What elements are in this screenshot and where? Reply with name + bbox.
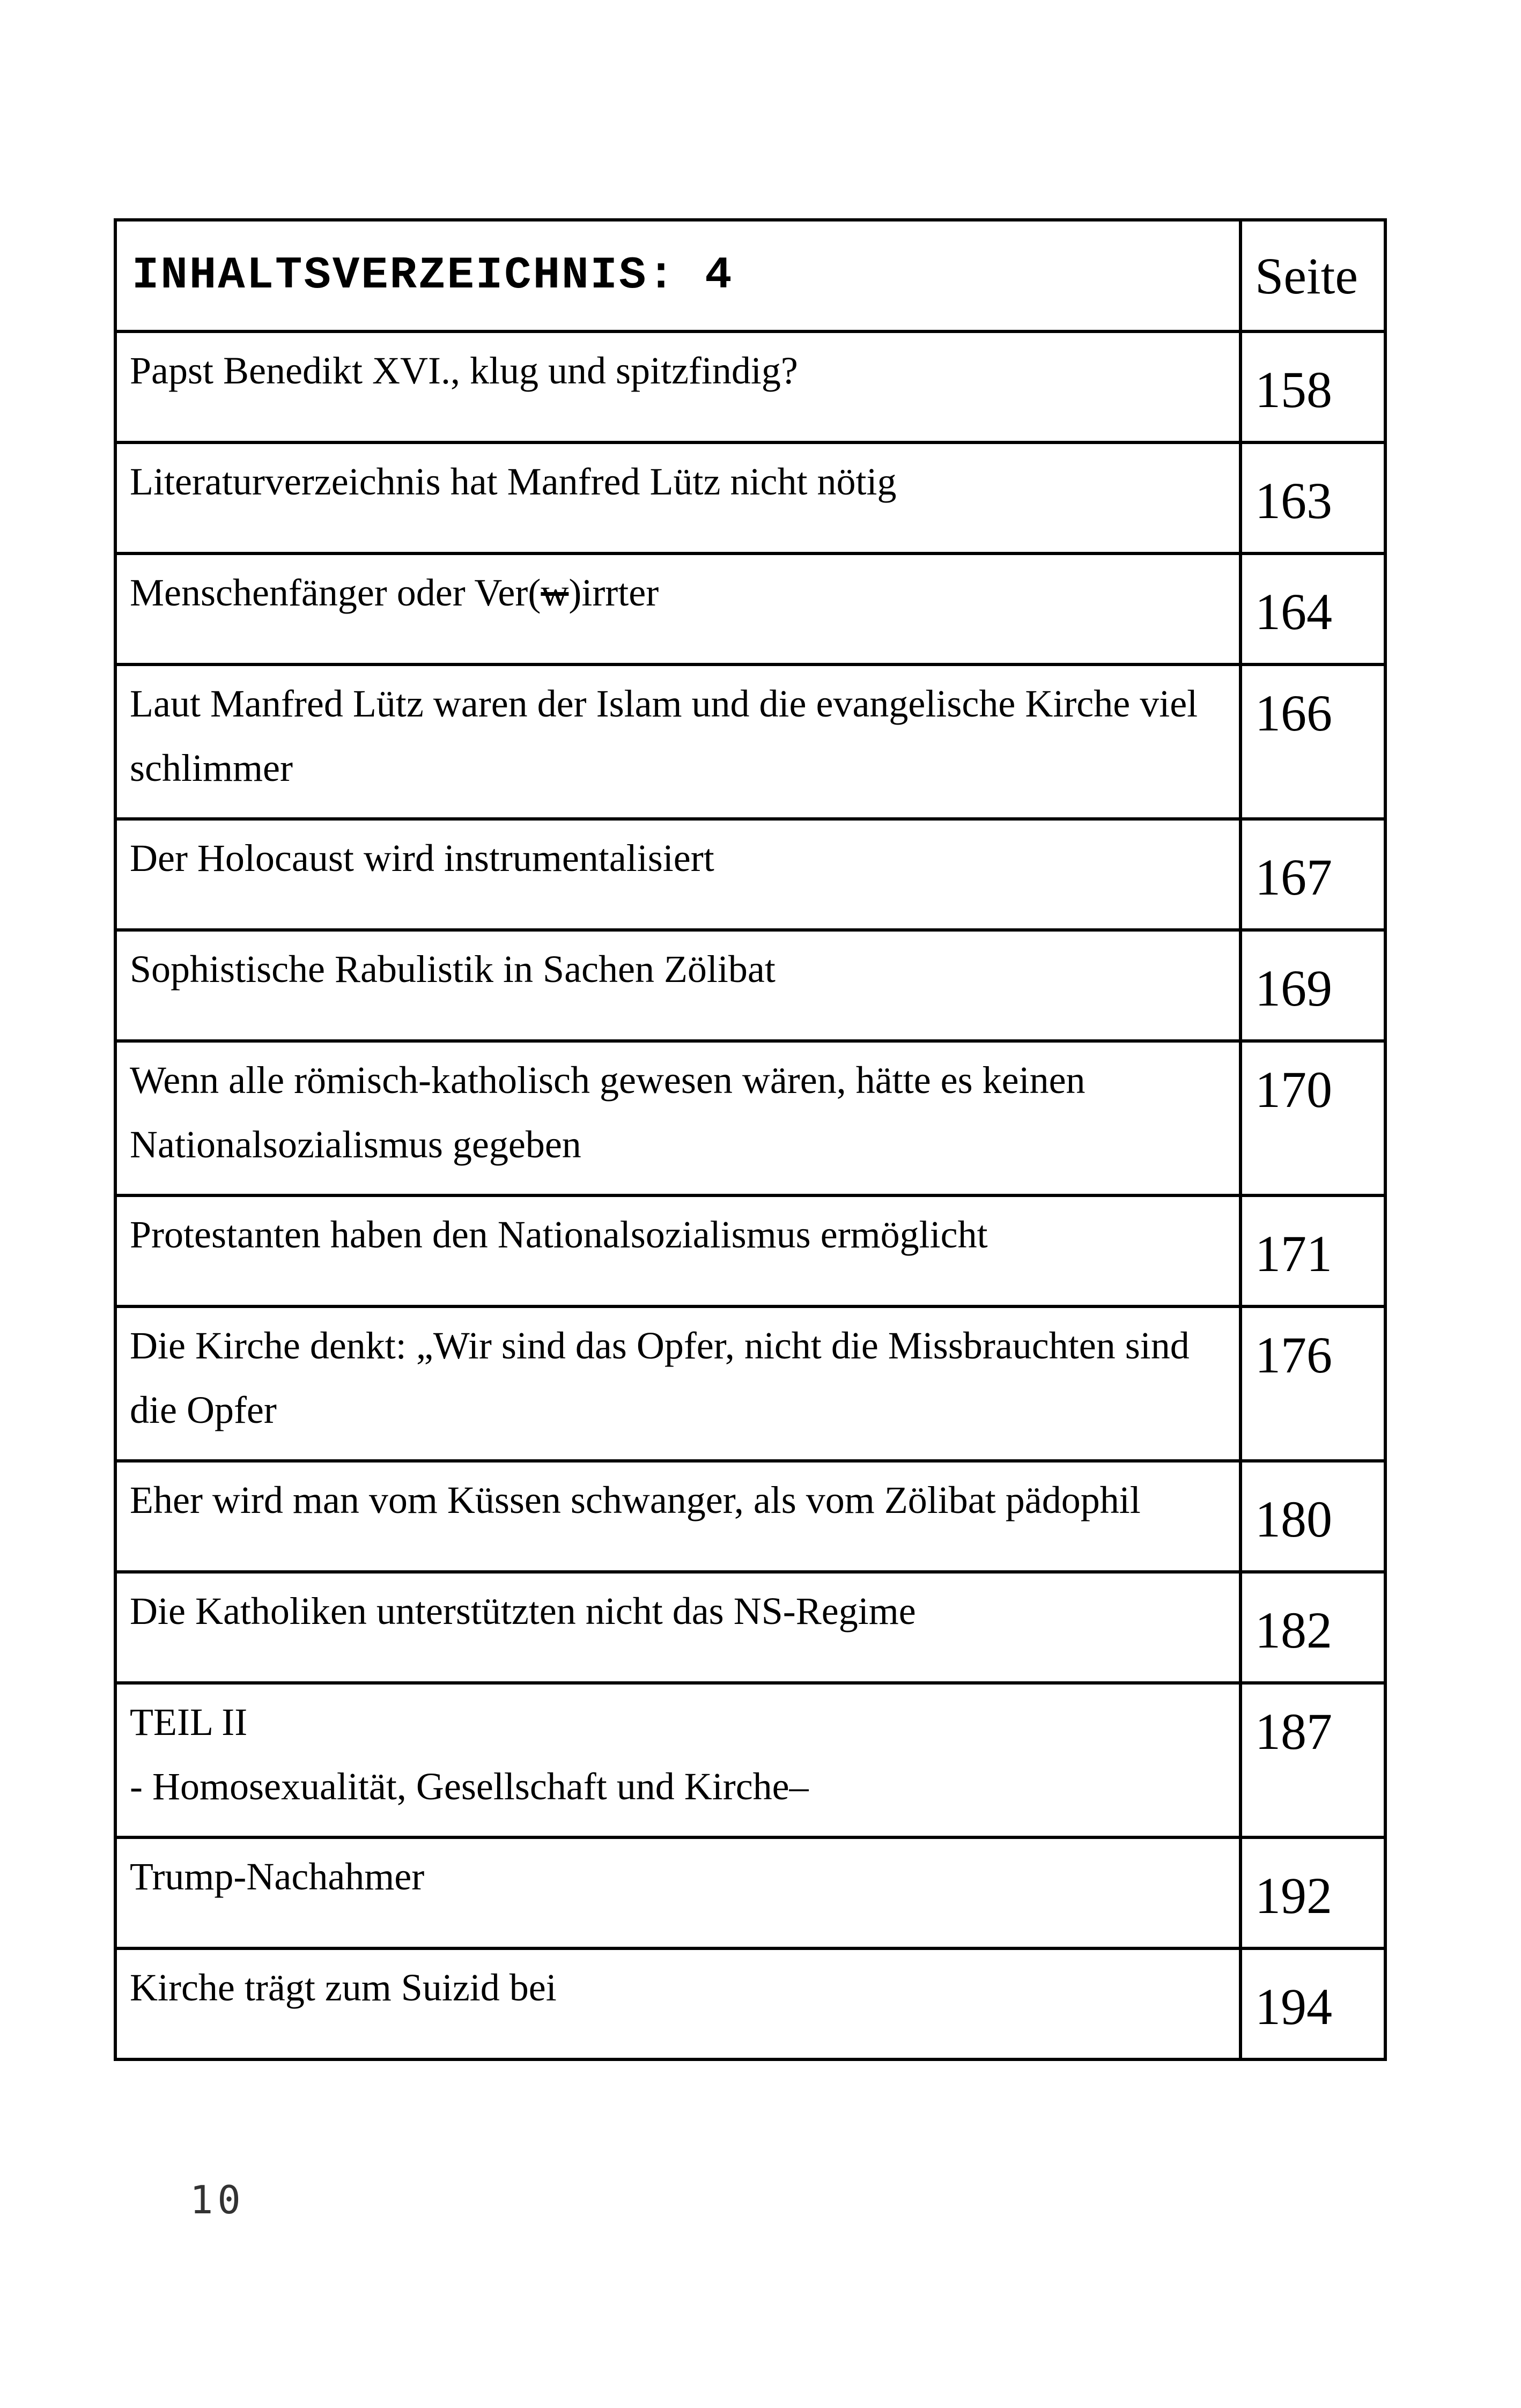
toc-entry-title: Die Kirche denkt: „Wir sind das Opfer, nicht die Missbrauchten sind die Opfer	[130, 1324, 1190, 1431]
toc-row	[115, 664, 1385, 819]
toc-entry-title	[130, 560, 1228, 625]
toc-entry-title: Laut Manfred Lütz waren der Islam und die evangelische Kirche viel schlimmer	[130, 682, 1198, 789]
toc-entry-page: 192	[1241, 1837, 1385, 1948]
toc-row	[115, 442, 1385, 553]
toc-entry-page: 182	[1241, 1572, 1385, 1683]
toc-entry-page: 180	[1241, 1461, 1385, 1572]
toc-entry-page: 167	[1241, 819, 1385, 930]
toc-entry-title: Literaturverzeichnis hat Manfred Lütz nicht nötig	[130, 460, 897, 503]
toc-row	[115, 1683, 1385, 1837]
toc-entry-page: 187	[1241, 1683, 1385, 1837]
toc-row	[115, 1041, 1385, 1195]
toc-entry-title: Kirche trägt zum Suizid bei	[130, 1966, 557, 2009]
toc-row	[115, 1461, 1385, 1572]
toc-entry-page: 158	[1241, 331, 1385, 442]
toc-row	[115, 819, 1385, 930]
toc-entry-title: Die Katholiken unterstützten nicht das NS-Regime	[130, 1590, 916, 1633]
toc-entry-page: 176	[1241, 1306, 1385, 1461]
part-subtitle: - Homosexualität, Gesellschaft und Kirche–	[130, 1765, 809, 1808]
toc-entry-page: 163	[1241, 442, 1385, 553]
toc-heading: INHALTSVERZEICHNIS: 4	[115, 220, 1241, 331]
toc-row	[115, 1948, 1385, 2059]
toc-entry-title: Papst Benedikt XVI., klug und spitzfindig?	[130, 349, 798, 392]
toc-header-row	[115, 220, 1385, 331]
toc-row	[115, 1306, 1385, 1461]
toc-row	[115, 1195, 1385, 1306]
toc-entry-page: 169	[1241, 930, 1385, 1041]
toc-entry-title-part: Menschenfänger oder Ver(	[130, 571, 541, 614]
toc-entry-title: Sophistische Rabulistik in Sachen Zölibat	[130, 948, 776, 991]
toc-row	[115, 1572, 1385, 1683]
page-number: 10	[190, 2177, 245, 2222]
toc-entry-title: Protestanten haben den Nationalsozialismus ermöglicht	[130, 1213, 988, 1256]
toc-row	[115, 331, 1385, 442]
toc-row	[115, 930, 1385, 1041]
table-of-contents	[114, 218, 1387, 2061]
toc-row	[115, 553, 1385, 664]
toc-entry-title: Der Holocaust wird instrumentalisiert	[130, 837, 714, 880]
toc-entry-title: Eher wird man vom Küssen schwanger, als vom Zölibat pädophil	[130, 1479, 1141, 1521]
part-heading: TEIL II	[130, 1701, 248, 1744]
toc-entry-title-part: )irrter	[568, 571, 659, 614]
toc-entry-page: 171	[1241, 1195, 1385, 1306]
toc-entry-page: 170	[1241, 1041, 1385, 1195]
page-column-heading: Seite	[1241, 220, 1385, 331]
toc-entry-title: Trump-Nachahmer	[130, 1855, 425, 1898]
struck-letter: w	[541, 571, 569, 614]
toc-entry-page: 194	[1241, 1948, 1385, 2059]
toc-row	[115, 1837, 1385, 1948]
toc-entry-page: 164	[1241, 553, 1385, 664]
toc-entry-title: Wenn alle römisch-katholisch gewesen wären, hätte es keinen Nationalsozialismus gegeben	[130, 1059, 1086, 1166]
toc-entry-page: 166	[1241, 664, 1385, 819]
